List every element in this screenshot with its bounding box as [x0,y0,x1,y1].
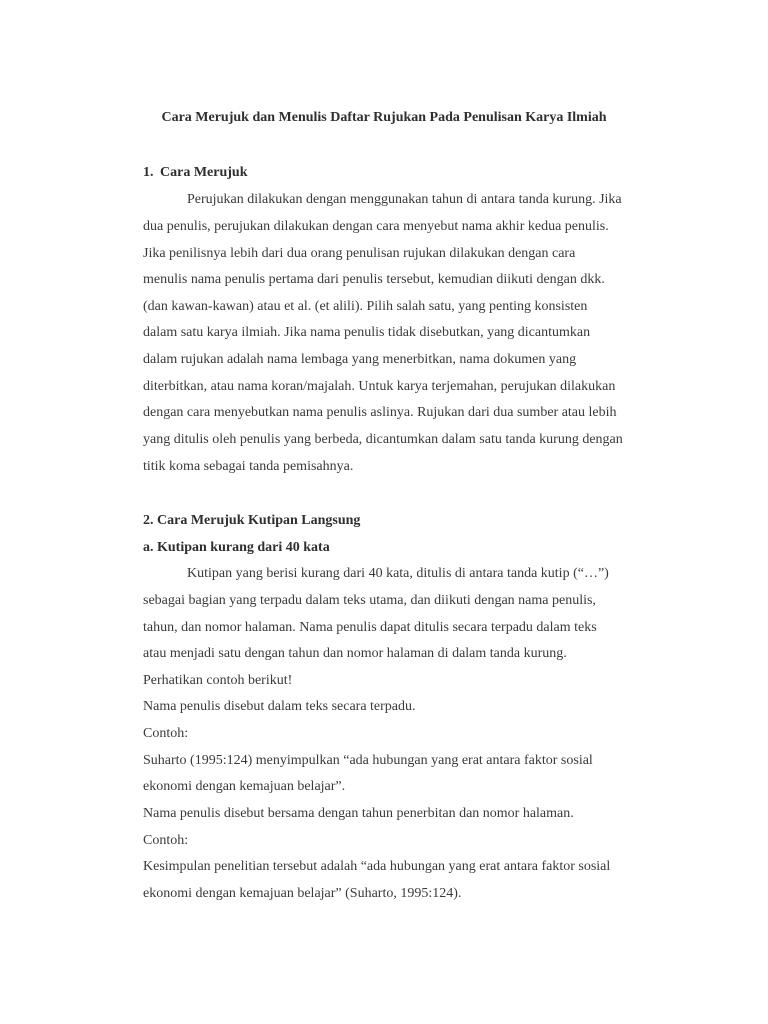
section-2a-subheading: a. Kutipan kurang dari 40 kata [143,540,330,555]
section-1-heading [143,164,248,182]
paragraph-line: tahun, dan nomor halaman. Nama penulis dapat ditulis secara terpadu dalam teks [143,620,597,635]
paragraph-line: dua penulis, perujukan dilakukan dengan cara menyebut nama akhir kedua penulis. [143,219,609,234]
paragraph-line: yang ditulis oleh penulis yang berbeda, dicantumkan dalam satu tanda kurung dengan [143,432,623,447]
paragraph-line: Nama penulis disebut bersama dengan tahun penerbitan dan nomor halaman. [143,806,574,821]
example-label: Contoh: [143,833,189,848]
example-label: Contoh: [143,726,189,741]
paragraph-line: sebagai bagian yang terpadu dalam teks utama, dan diikuti dengan nama penulis, [143,593,596,608]
paragraph-line: (dan kawan-kawan) atau et al. (et alili). Pilih salah satu, yang penting konsisten [143,299,588,314]
paragraph-line: titik koma sebagai tanda pemisahnya. [143,459,354,474]
document-title: Cara Merujuk dan Menulis Daftar Rujukan Pada Penulisan Karya Ilmiah [161,110,607,125]
paragraph-line: diterbitkan, atau nama koran/majalah. Untuk karya terjemahan, perujukan dilakukan [143,379,616,394]
section-1-title: Cara Merujuk [160,165,248,180]
paragraph-line: Jika penilisnya lebih dari dua orang penulisan rujukan dilakukan dengan cara [143,246,576,261]
paragraph-line: atau menjadi satu dengan tahun dan nomor halaman di dalam tanda kurung. [143,646,567,661]
section-1-number: 1. [143,165,154,180]
paragraph-line: Nama penulis disebut dalam teks secara terpadu. [143,699,416,714]
paragraph-line: Suharto (1995:124) menyimpulkan “ada hubungan yang erat antara faktor sosial [143,753,593,768]
paragraph-line: Perhatikan contoh berikut! [143,673,293,688]
paragraph-line: menulis nama penulis pertama dari penulis tersebut, kemudian diikuti dengan dkk. [143,272,605,287]
paragraph-line: ekonomi dengan kemajuan belajar” (Suharto, 1995:124). [143,886,462,901]
paragraph-line: dalam satu karya ilmiah. Jika nama penulis tidak disebutkan, yang dicantumkan [143,325,591,340]
section-2-heading: 2. Cara Merujuk Kutipan Langsung [143,513,361,528]
paragraph-line: Kutipan yang berisi kurang dari 40 kata, ditulis di antara tanda kutip (“…”) [187,566,609,581]
paragraph-line: dalam rujukan adalah nama lembaga yang menerbitkan, nama dokumen yang [143,352,577,367]
paragraph-line: ekonomi dengan kemajuan belajar”. [143,779,346,794]
paragraph-line: Perujukan dilakukan dengan menggunakan tahun di antara tanda kurung. Jika [187,192,622,207]
paragraph-line: Kesimpulan penelitian tersebut adalah “ada hubungan yang erat antara faktor sosial [143,859,611,874]
paragraph-line: dengan cara menyebutkan nama penulis aslinya. Rujukan dari dua sumber atau lebih [143,405,617,420]
